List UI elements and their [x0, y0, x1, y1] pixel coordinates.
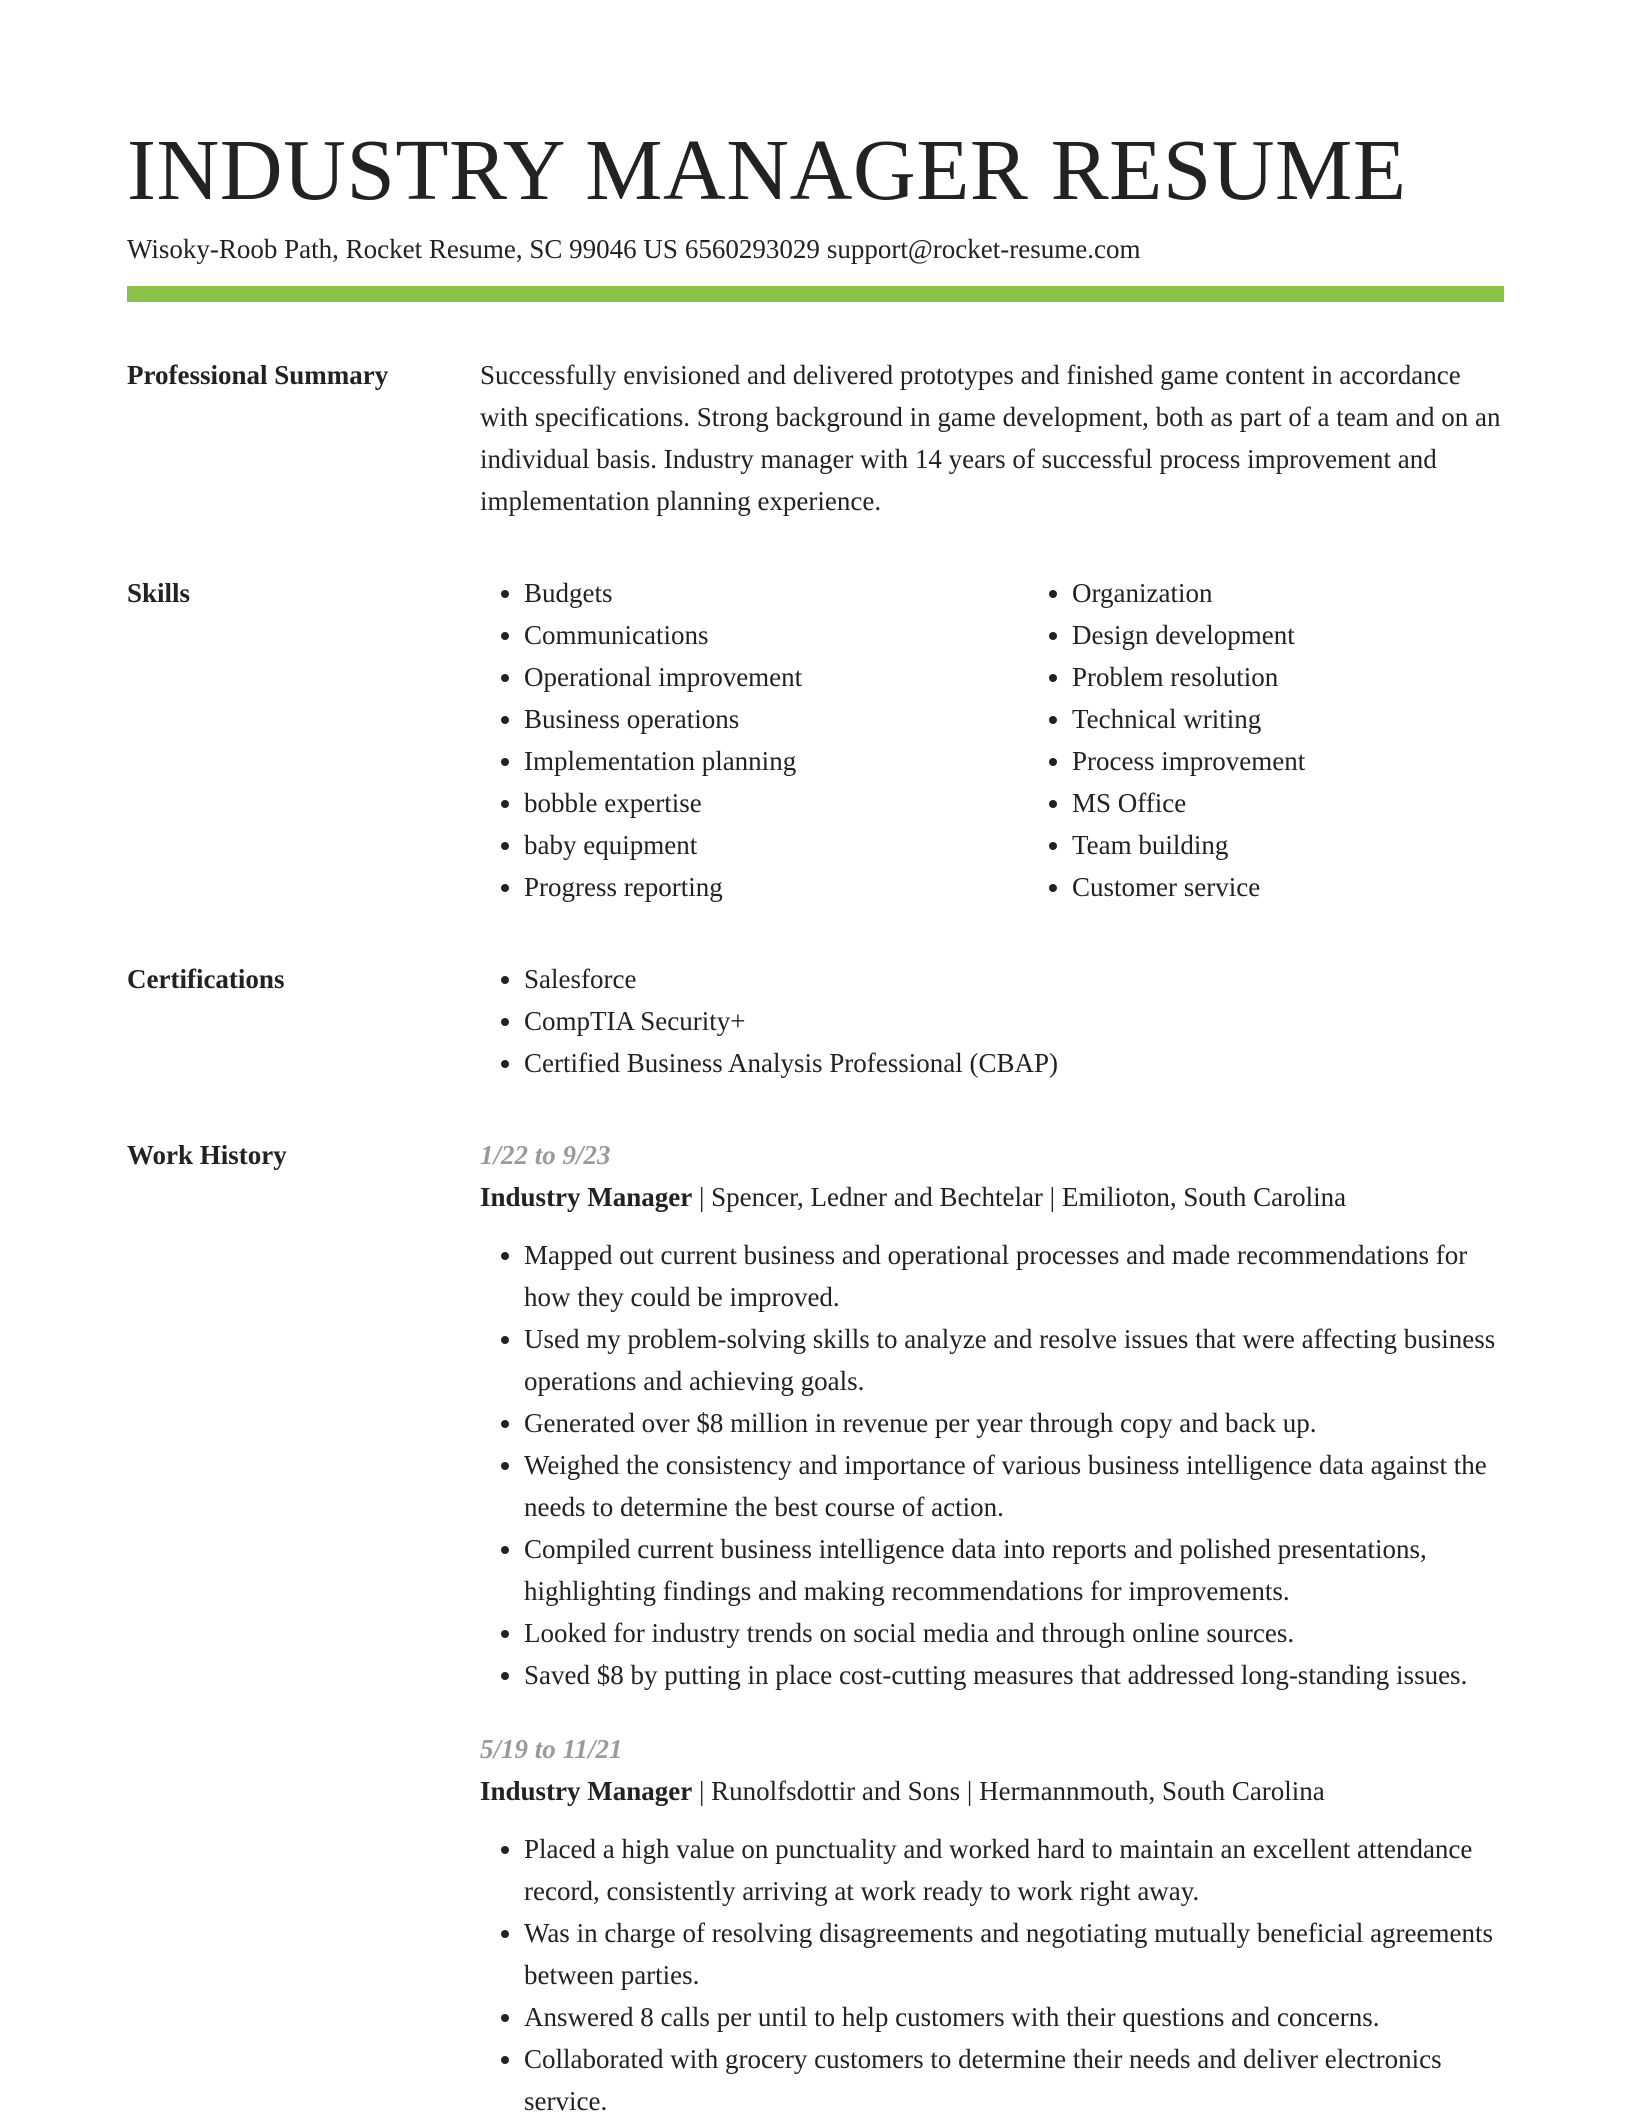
job-bullet: • Mapped out current business and operational processes and made recommendations for how they could be improved. — [524, 1234, 1504, 1318]
skill-item: • Problem resolution — [1072, 656, 1576, 698]
job-bullet: • Collaborated with grocery customers to determine their needs and deliver electronics service. — [524, 2038, 1504, 2122]
skills-body — [480, 572, 1576, 908]
summary-section — [127, 354, 1504, 522]
job-bullet: • Placed a high value on punctuality and worked hard to maintain an excellent attendance record, consistently arriving at work ready to work right away. — [524, 1828, 1504, 1912]
contact-line — [127, 232, 1504, 266]
skill-item: • MS Office — [1072, 782, 1576, 824]
job-employer-location: | Spencer, Ledner and Bechtelar | Emilioton, South Carolina — [692, 1182, 1347, 1212]
skill-item: • Design development — [1072, 614, 1576, 656]
skill-item: • Customer service — [1072, 866, 1576, 908]
skills-list-left — [480, 572, 1028, 908]
job-bullet: • Was in charge of resolving disagreements and negotiating mutually beneficial agreements between parties. — [524, 1912, 1504, 1996]
skill-item: • baby equipment — [524, 824, 1028, 866]
job-bullet: • Weighed the consistency and importance of various business intelligence data against the needs to determine the best course of action. — [524, 1444, 1504, 1528]
contact-address: Wisoky-Roob Path, Rocket Resume, SC 99046 US — [127, 234, 678, 264]
certification-item: • Certified Business Analysis Professional (CBAP) — [524, 1042, 1504, 1084]
skill-item: • Organization — [1072, 572, 1576, 614]
resume-title: INDUSTRY MANAGER RESUME — [127, 121, 1407, 218]
job-bullet: • Answered 8 calls per until to help customers with their questions and concerns. — [524, 1996, 1504, 2038]
job-heading — [480, 1770, 1504, 1812]
certifications-body — [480, 958, 1504, 1084]
skill-item: • Technical writing — [1072, 698, 1576, 740]
header-divider — [127, 286, 1504, 302]
skill-item: • Business operations — [524, 698, 1028, 740]
job-bullets — [480, 1234, 1504, 1696]
job-dates: 5/19 to 11/21 — [480, 1734, 623, 1764]
contact-phone: 6560293029 — [684, 234, 820, 264]
job-bullet: • Generated over $8 million in revenue per year through copy and back up. — [524, 1402, 1504, 1444]
skill-item: • bobble expertise — [524, 782, 1028, 824]
section-heading-skills: Skills — [127, 578, 191, 608]
job-bullets — [480, 1828, 1504, 2122]
job-bullet: • Saved $8 by putting in place cost-cutting measures that addressed long-standing issues. — [524, 1654, 1504, 1696]
job-title: Industry Manager — [480, 1776, 693, 1806]
certifications-section — [127, 958, 1504, 1084]
section-heading-summary: Professional Summary — [127, 360, 389, 390]
skills-section — [127, 572, 1504, 908]
job-heading — [480, 1176, 1504, 1218]
job-entry — [480, 1728, 1504, 2122]
certification-item: • CompTIA Security+ — [524, 1000, 1504, 1042]
job-entry — [480, 1134, 1504, 1696]
job-bullet: • Used my problem-solving skills to analyze and resolve issues that were affecting business operations and achieving goals. — [524, 1318, 1504, 1402]
certification-item: • Salesforce — [524, 958, 1504, 1000]
work-history-body — [480, 1134, 1504, 2122]
skill-item: • Implementation planning — [524, 740, 1028, 782]
certifications-list — [480, 958, 1504, 1084]
job-bullet: • Looked for industry trends on social media and through online sources. — [524, 1612, 1504, 1654]
section-heading-work-history: Work History — [127, 1140, 287, 1170]
skill-item: • Progress reporting — [524, 866, 1028, 908]
resume-page — [127, 118, 1504, 2122]
skill-item: • Budgets — [524, 572, 1028, 614]
job-title: Industry Manager — [480, 1182, 693, 1212]
job-bullet: • Compiled current business intelligence data into reports and polished presentations, highlighting findings and making recommendations for improvements. — [524, 1528, 1504, 1612]
summary-text: Successfully envisioned and delivered prototypes and finished game content in accordance with specifications. Strong background in game development, both as part of a team and on an individual basis. Industry manager with 14 years of successful process improvement and implementation planning experience. — [480, 360, 1501, 516]
skills-list-right — [1028, 572, 1576, 908]
skill-item: • Communications — [524, 614, 1028, 656]
job-employer-location: | Runolfsdottir and Sons | Hermannmouth, South Carolina — [692, 1776, 1325, 1806]
skill-item: • Process improvement — [1072, 740, 1576, 782]
job-dates: 1/22 to 9/23 — [480, 1140, 611, 1170]
contact-email: support@rocket-resume.com — [826, 234, 1141, 264]
skill-item: • Team building — [1072, 824, 1576, 866]
skill-item: • Operational improvement — [524, 656, 1028, 698]
work-history-section — [127, 1134, 1504, 2122]
summary-body — [480, 354, 1504, 522]
section-heading-certifications: Certifications — [127, 964, 285, 994]
